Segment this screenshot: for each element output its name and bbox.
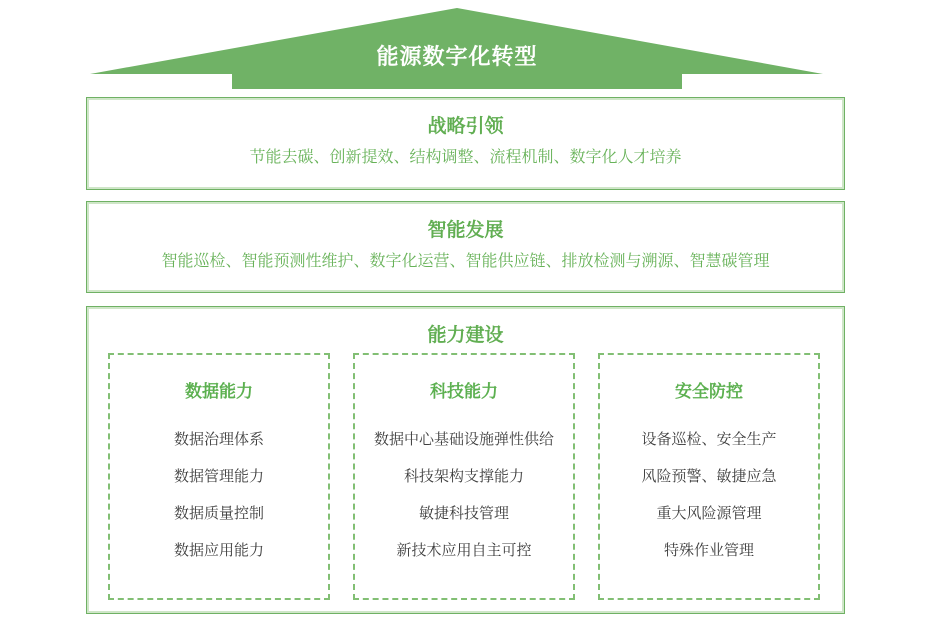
section-intelligent-development-items: 智能巡检、智能预测性维护、数字化运营、智能供应链、排放检测与溯源、智慧碳管理 <box>161 253 770 270</box>
column-data-capability-title: 数据能力 <box>185 382 253 401</box>
column-item: 特殊作业管理 <box>663 542 754 559</box>
section-intelligent-development-title: 智能发展 <box>427 220 504 241</box>
section-intelligent-development <box>86 201 845 293</box>
column-security-control-title: 安全防控 <box>675 382 743 401</box>
column-item: 数据中心基础设施弹性供给 <box>373 431 554 448</box>
column-item: 科技架构支撑能力 <box>403 468 524 485</box>
column-security-control <box>598 353 820 600</box>
column-technology-capability <box>353 353 575 600</box>
column-item: 数据治理体系 <box>173 431 264 448</box>
column-item: 数据质量控制 <box>173 505 264 522</box>
section-capability-building-title: 能力建设 <box>427 325 504 346</box>
column-item: 重大风险源管理 <box>656 505 762 522</box>
column-item: 新技术应用自主可控 <box>396 542 532 559</box>
column-item: 敏捷科技管理 <box>418 505 509 522</box>
column-item: 设备巡检、安全生产 <box>641 431 777 448</box>
capability-columns <box>108 353 820 600</box>
section-strategy <box>86 97 845 190</box>
column-technology-capability-title: 科技能力 <box>430 382 498 401</box>
diagram-title: 能源数字化转型 <box>376 44 538 69</box>
column-item: 数据管理能力 <box>173 468 264 485</box>
column-data-capability <box>108 353 330 600</box>
section-strategy-items: 节能去碳、创新提效、结构调整、流程机制、数字化人才培养 <box>249 149 682 166</box>
column-item: 风险预警、敏捷应急 <box>641 468 777 485</box>
column-item: 数据应用能力 <box>173 542 264 559</box>
section-strategy-title: 战略引领 <box>427 116 504 137</box>
